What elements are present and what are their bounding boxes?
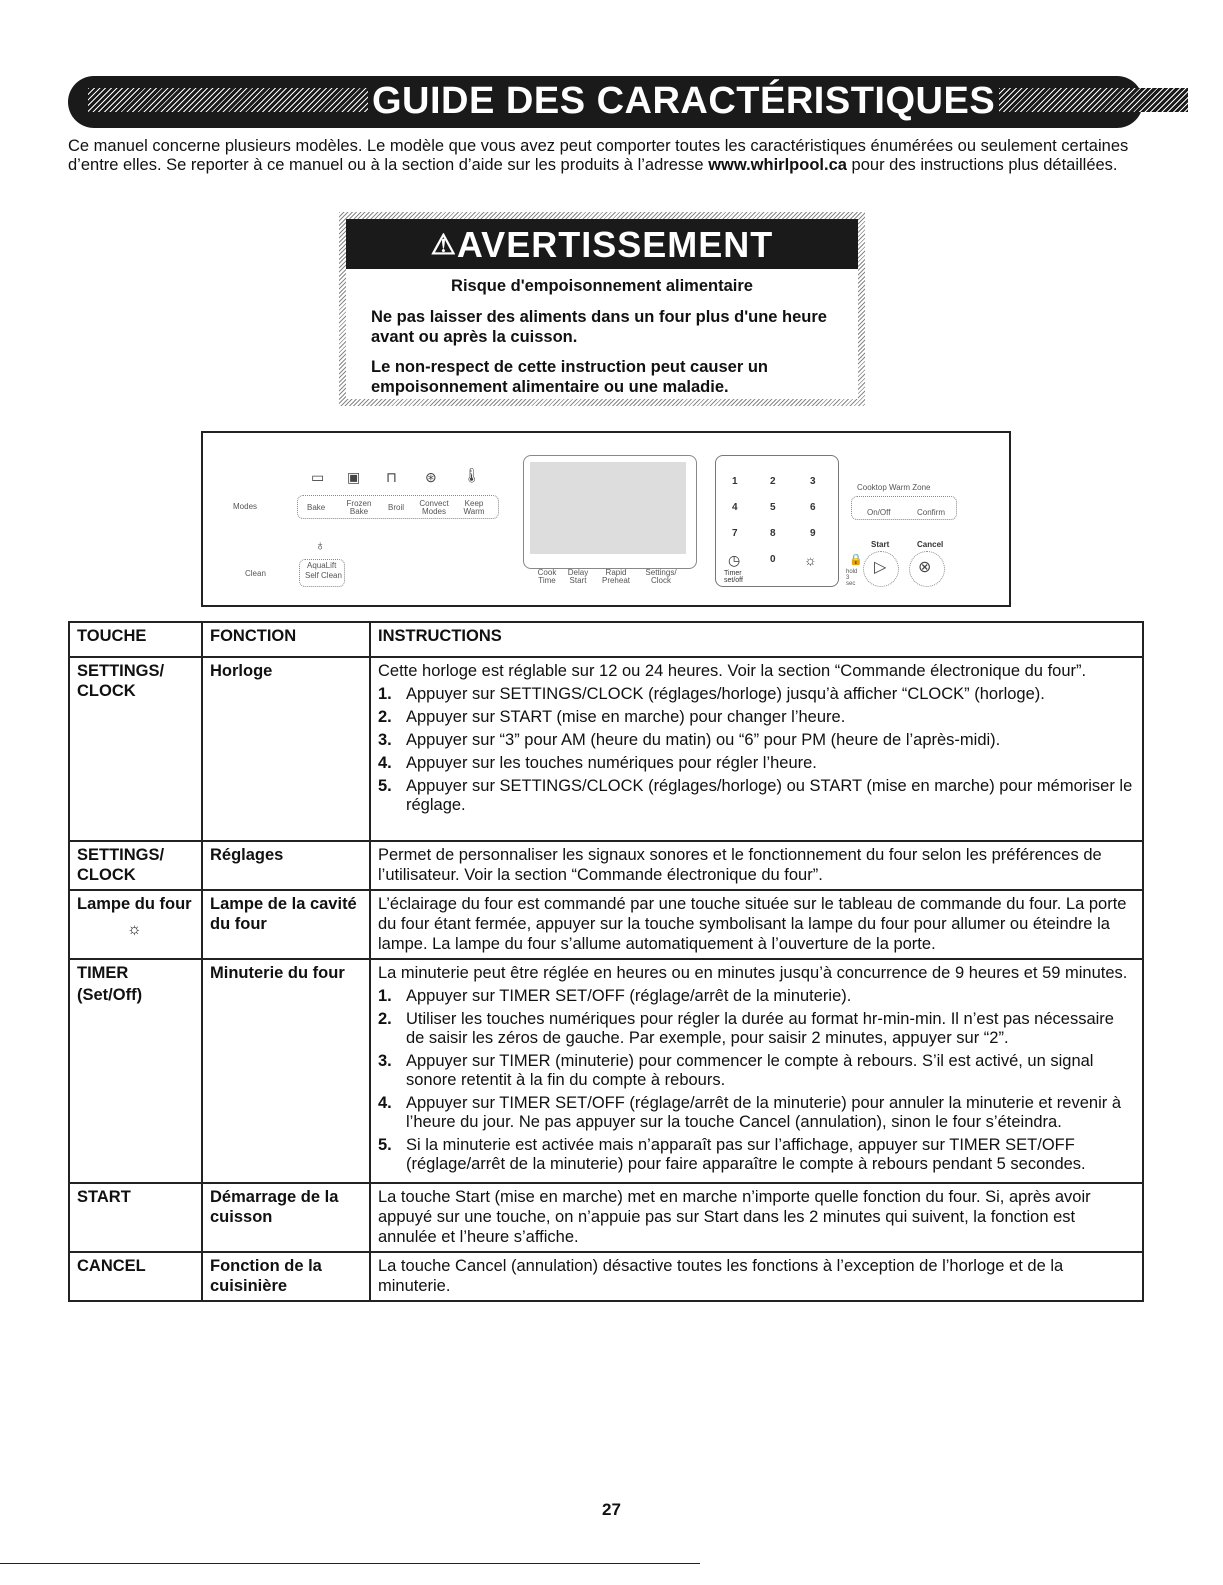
keypad — [715, 455, 839, 587]
mode-bake[interactable]: Bake — [307, 503, 326, 512]
convect-icon: ⊛ — [425, 469, 437, 485]
section-banner — [68, 76, 1143, 128]
cancel-label: Cancel — [917, 540, 944, 549]
row-function: Réglages — [202, 841, 370, 890]
bottom-rule — [0, 1563, 700, 1564]
page-number: 27 — [602, 1500, 621, 1519]
row-text: La minuterie peut être réglée en heures ou en minutes jusqu’à concurrence de 9 heures et 59 minutes. — [378, 964, 1128, 982]
intro-paragraph — [68, 137, 1148, 175]
aqualift-icon: ♁ — [315, 537, 326, 553]
play-icon: ▷ — [874, 559, 887, 576]
step: 3. Appuyer sur “3” pour AM (heure du matin) ou “6” pour PM (heure de l’après-midi). — [378, 731, 1001, 749]
row-instructions — [370, 959, 1143, 1183]
row-function: Fonction de la cuisinière — [202, 1252, 370, 1301]
step: 3. Appuyer sur TIMER (minuterie) pour commencer le compte à rebours. S’il est activé, un signal sonore retentit à la fin du compte à rebours. — [378, 1052, 1094, 1089]
step: 2. Appuyer sur START (mise en marche) pour changer l’heure. — [378, 708, 846, 726]
table-row — [69, 657, 1143, 841]
header-function: FONCTION — [202, 622, 370, 657]
oven-display — [523, 455, 697, 569]
modes-label: Modes — [233, 502, 258, 511]
steps-list — [378, 987, 1135, 1174]
row-instructions: La touche Cancel (annulation) désactive toutes les fonctions à l’exception de l’horloge et de la minuterie. — [370, 1252, 1143, 1301]
key-5[interactable]: 5 — [770, 502, 776, 513]
key-8[interactable]: 8 — [770, 528, 776, 539]
key-cook-time[interactable]: Cook Time — [537, 568, 557, 585]
mode-frozen-bake[interactable]: Frozen Bake — [346, 499, 372, 516]
row-key-text: Lampe du four — [77, 895, 192, 913]
intro-link[interactable]: www.whirlpool.ca — [708, 156, 847, 174]
display-screen — [530, 462, 686, 554]
warning-title: AVERTISSEMENT — [456, 224, 774, 265]
step: 1. Appuyer sur TIMER SET/OFF (réglage/arrêt de la minuterie). — [378, 987, 852, 1005]
row-function: Lampe de la cavité du four — [202, 890, 370, 959]
warning-box — [339, 212, 865, 406]
key-6[interactable]: 6 — [810, 502, 816, 513]
timer-icon[interactable]: ◷ — [728, 552, 741, 568]
banner-hatch-left — [88, 88, 368, 112]
mode-keep-warm[interactable]: Keep Warm — [463, 499, 485, 516]
bake-icon: ▭ — [311, 469, 325, 485]
start-label: Start — [871, 540, 890, 549]
mode-convect[interactable]: Convect Modes — [419, 499, 449, 516]
row-key — [69, 959, 202, 1183]
step: 5. Appuyer sur SETTINGS/CLOCK (réglages/horloge) ou START (mise en marche) pour mémoriser le réglage. — [378, 777, 1133, 814]
step: 4. Appuyer sur TIMER SET/OFF (réglage/arrêt de la minuterie) pour annuler la minuterie et revenir à l’heure du jour. Ne pas appuyer sur la touche Cancel (annulation), sinon le four s’éteindra. — [378, 1094, 1121, 1131]
key-2[interactable]: 2 — [770, 476, 776, 487]
oven-light-icon[interactable]: ☼ — [804, 552, 817, 568]
row-function: Démarrage de la cuisson — [202, 1183, 370, 1252]
row-key-text: TIMER — [77, 964, 129, 982]
confirm-button[interactable]: Confirm — [917, 508, 946, 517]
warning-header — [346, 219, 858, 269]
step: 2. Utiliser les touches numériques pour régler la durée au format hr-min-min. Il n’est pas nécessaire de saisir les zéros de gauche. Par exemple, pour saisir 2 minutes, appuyer sur “2”. — [378, 1010, 1114, 1047]
row-key: START — [69, 1183, 202, 1252]
intro-text: Ce manuel concerne plusieurs modèles. Le modèle que vous avez peut comporter toutes les caractéristiques énumérées ou seulement certaines d’entre elles. Se reporter à ce manuel ou à la section d’aide sur les produits à l’adresse — [68, 137, 1129, 174]
lock-icon: 🔒 — [849, 554, 863, 566]
row-key: SETTINGS/ CLOCK — [69, 657, 202, 841]
banner-title: GUIDE DES CARACTÉRISTIQUES — [368, 80, 999, 123]
warning-subtitle: Risque d'empoisonnement alimentaire — [451, 277, 753, 295]
row-text: Cette horloge est réglable sur 12 ou 24 heures. Voir la section “Commande électronique du four”. — [378, 662, 1087, 680]
cancel-x-icon: ⊗ — [918, 559, 932, 576]
row-instructions: La touche Start (mise en marche) met en marche n’importe quelle fonction du four. Si, après avoir appuyé sur une touche, on n’appuie pas sur Start dans les 2 minutes qui suivent, la fonction est annulée et l’heure s’affiche. — [370, 1183, 1143, 1252]
row-function: Horloge — [202, 657, 370, 841]
header-instructions: INSTRUCTIONS — [370, 622, 1143, 657]
oven-light-icon: ☼ — [127, 921, 142, 938]
row-key: CANCEL — [69, 1252, 202, 1301]
steps-list — [378, 685, 1135, 815]
key-4[interactable]: 4 — [732, 502, 738, 513]
table-row — [69, 890, 1143, 959]
key-7[interactable]: 7 — [732, 528, 738, 539]
row-key-sub: (Set/Off) — [77, 986, 143, 1004]
row-key: SETTINGS/ CLOCK — [69, 841, 202, 890]
warning-triangle-icon: ⚠ — [430, 229, 457, 260]
key-settings-clock[interactable]: Settings/ Clock — [645, 568, 677, 585]
step: 5. Si la minuterie est activée mais n’apparaît pas sur l’affichage, appuyer sur TIMER SET/OFF (réglage/arrêt de la minuterie) pour faire apparaître le compte à rebours pendant 5 secondes. — [378, 1136, 1086, 1173]
clean-aqualift[interactable]: AquaLift — [307, 561, 337, 570]
timer-label: Timer set/off — [724, 570, 743, 584]
header-key: TOUCHE — [69, 622, 202, 657]
mode-broil[interactable]: Broil — [388, 503, 405, 512]
control-panel-illustration — [201, 431, 1011, 607]
cooktop-warm-label: Cooktop Warm Zone — [857, 483, 931, 492]
step: 4. Appuyer sur les touches numériques pour régler l’heure. — [378, 754, 817, 772]
key-1[interactable]: 1 — [732, 476, 738, 487]
table-row — [69, 1183, 1143, 1252]
table-row — [69, 959, 1143, 1183]
clean-self[interactable]: Self Clean — [305, 571, 342, 580]
table-row — [69, 841, 1143, 890]
key-0[interactable]: 0 — [770, 554, 776, 565]
features-table — [68, 621, 1144, 1302]
table-header-row — [69, 622, 1143, 657]
row-instructions: L’éclairage du four est commandé par une touche située sur le tableau de commande du four. La porte du four étant fermée, appuyer sur la touche symbolisant la lampe du four pour allumer ou éteindre la lampe. La lampe du four s’allume automatiquement à l’ouverture de la porte. — [370, 890, 1143, 959]
onoff-button[interactable]: On/Off — [867, 508, 891, 517]
clean-label: Clean — [245, 569, 266, 578]
key-3[interactable]: 3 — [810, 476, 816, 487]
warning-line-2: Le non-respect de cette instruction peut causer un empoisonnement alimentaire ou une maladie. — [371, 358, 768, 396]
key-delay-start[interactable]: Delay Start — [567, 568, 589, 585]
row-instructions — [370, 657, 1143, 841]
row-key — [69, 890, 202, 959]
row-function: Minuterie du four — [202, 959, 370, 1183]
key-rapid-preheat[interactable]: Rapid Preheat — [601, 568, 631, 585]
keep-warm-icon: 🌡 — [463, 467, 481, 483]
row-instructions: Permet de personnaliser les signaux sonores et le fonctionnement du four selon les préférences de l’utilisateur. Voir la section “Commande électronique du four”. — [370, 841, 1143, 890]
broil-icon: ⊓ — [386, 469, 397, 485]
table-row — [69, 1252, 1143, 1301]
frozen-bake-icon: ▣ — [347, 469, 361, 485]
intro-text-end: pour des instructions plus détaillées. — [846, 156, 1118, 174]
warning-line-1: Ne pas laisser des aliments dans un four plus d'une heure avant ou après la cuisson. — [371, 308, 827, 346]
key-9[interactable]: 9 — [810, 528, 816, 539]
step: 1. Appuyer sur SETTINGS/CLOCK (réglages/horloge) jusqu’à afficher “CLOCK” (horloge). — [378, 685, 1045, 703]
hold-label: hold 3 sec — [846, 569, 858, 587]
